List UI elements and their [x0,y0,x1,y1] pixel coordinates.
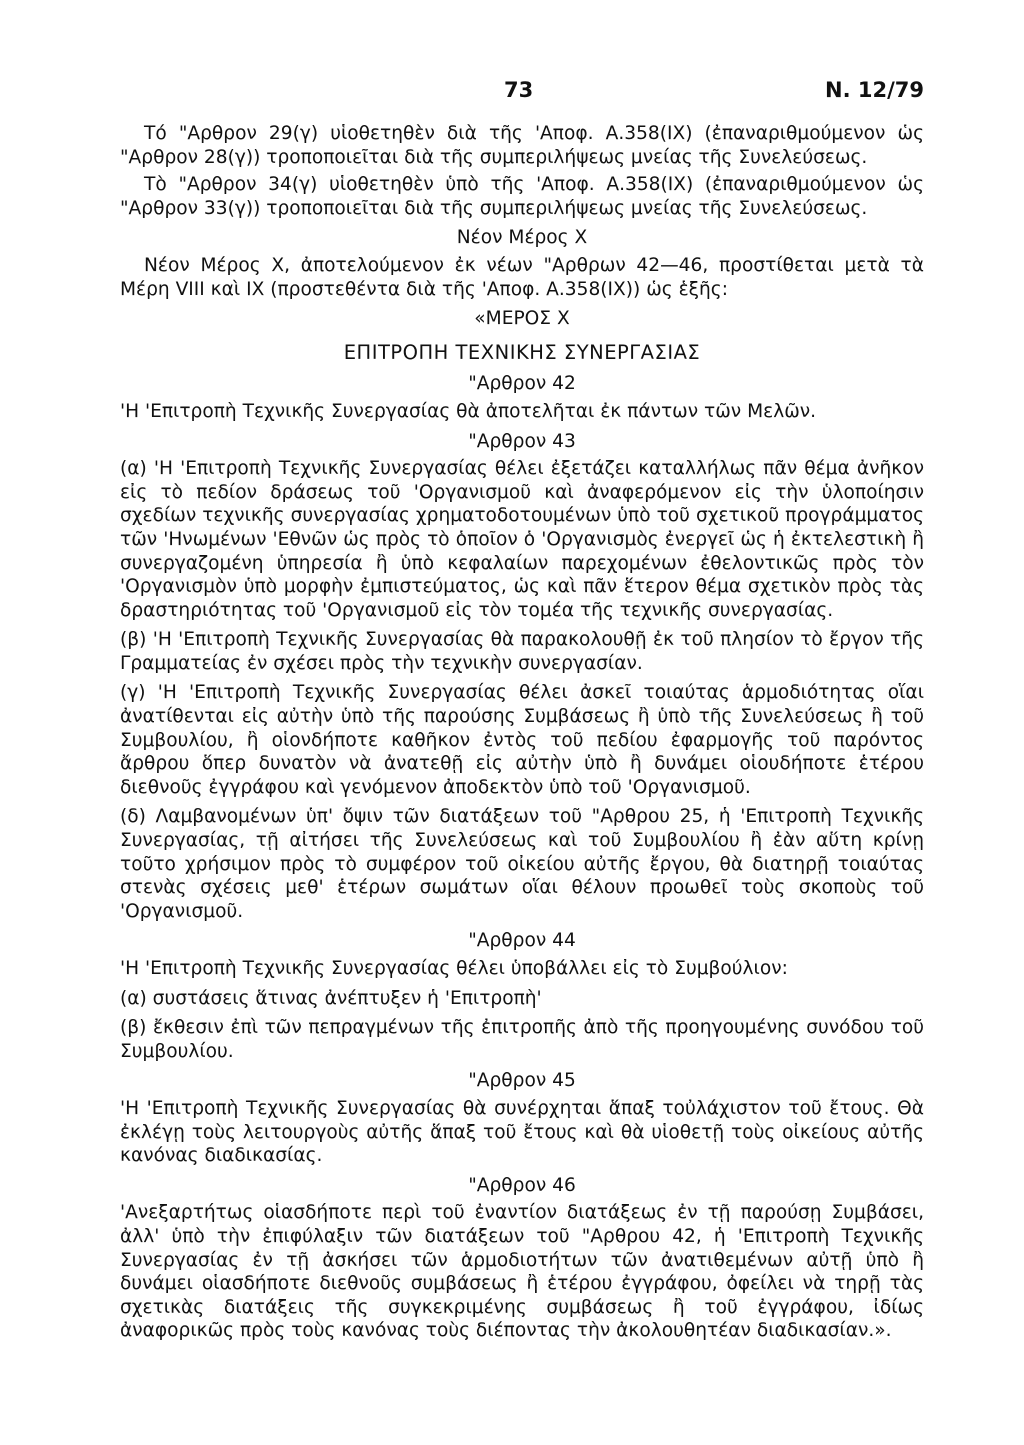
intro-paragraph-2: Τὸ "Αρθρον 34(γ) υἱοθετηθὲν ὑπὸ τῆς 'Αποφ. Α.358(ΙΧ) (ἐπαναριθμούμενον ὡς "Αρθρον 33(γ)) τροποποιεῖται διὰ τῆς συμπεριλήψεως μνείας τῆς Συνελεύσεως. [120,174,924,219]
article-44-para-a: (α) συστάσεις ἅτινας ἀνέπτυξεν ἡ 'Επιτροπὴ' [120,987,542,1009]
article-45-title: "Αρθρον 45 [468,1070,576,1092]
article-43-para-d: (δ) Λαμβανομένων ὑπ' ὄψιν τῶν διατάξεων τοῦ "Αρθρου 25, ἡ 'Επιτροπὴ Τεχνικῆς Συνεργασίας, τῇ αἰτήσει τῆς Συνελεύσεως καὶ τοῦ Συμβουλίου ἢ ἐὰν αὕτη κρίνῃ τοῦτο χρήσιμον πρὸς τὸ συμφέρον τοῦ οἰκείου αὐτῆς ἔργου, θὰ διατηρῇ τοιαύτας στενὰς σχέσεις μεθ' ἑτέρων σωμάτων οἵαι θέλουν προωθεῖ τοὺς σκοποὺς τοῦ 'Οργανισμοῦ. [120,806,924,922]
part-title: «ΜΕΡΟΣ Χ [474,308,570,330]
article-46-title: "Αρθρον 46 [468,1174,576,1196]
new-part-heading: Νέον Μέρος Χ [456,227,588,249]
new-part-text: Νέον Μέρος Χ, ἀποτελούμενον ἐκ νέων "Αρθρων 42—46, προστίθεται μετὰ τὰ Μέρη VIII καὶ ΙΧ (προστεθέντα διὰ τῆς 'Αποφ. Α.358(ΙΧ)) ὡς ἑξῆς: [120,254,924,300]
article-44-text: 'Η 'Επιτροπὴ Τεχνικῆς Συνεργασίας θέλει ὑποβάλλει εἰς τὸ Συμβούλιον: [120,958,788,979]
article-43-para-c: (γ) 'Η 'Επιτροπὴ Τεχνικῆς Συνεργασίας θέλει ἀσκεῖ τοιαύτας ἁρμοδιότητας οἵαι ἀνατίθενται εἰς αὐτὴν ὑπὸ τῆς παρούσης Συμβάσεως ἢ ὑπὸ τῆς Συνελεύσεως ἢ τοῦ Συμβουλίου, ἢ οἱονδήποτε καθῆκον ἐντὸς τοῦ πεδίου ἐφαρμογῆς τοῦ παρόντος ἄρθρου ὅπερ δυνατὸν νὰ ἀνατεθῇ εἰς αὐτὴν ὑπὸ ἢ δυνάμει οἱουδήποτε ἑτέρου διεθνοῦς ἐγγράφου καὶ γενόμενον ἀποδεκτὸν ὑπὸ τοῦ 'Οργανισμοῦ. [120,682,924,798]
article-43-title: "Αρθρον 43 [468,430,576,452]
page-header [120,78,924,122]
article-45-text: 'Η 'Επιτροπὴ Τεχνικῆς Συνεργασίας θὰ συνέρχηται ἅπαξ τοὐλάχιστον τοῦ ἔτους. Θὰ ἐκλέγῃ τοὺς λειτουργοὺς αὐτῆς ἅπαξ τοῦ ἔτους καὶ θὰ υἱοθετῇ τοὺς οἰκείους αὐτῆς κανόνας διαδικασίας. [120,1097,924,1167]
article-43-para-a: (α) 'Η 'Επιτροπὴ Τεχνικῆς Συνεργασίας θέλει ἐξετάζει καταλλήλως πᾶν θέμα ἀνῆκον εἰς τὸ πεδίον δράσεως τοῦ 'Οργανισμοῦ καὶ ἀναφερόμενον εἰς τὴν ὑλοποίησιν σχεδίων τεχνικῆς συνεργασίας χρηματοδοτουμένων ὑπὸ τοῦ σχετικοῦ προγράμματος τῶν 'Ηνωμένων 'Εθνῶν ὡς πρὸς τὸ ὁποῖον ὁ 'Οργανισμὸς ἐνεργεῖ ὡς ἡ ἐκτελεστικὴ ἢ συνεργαζομένη ὑπηρεσία ἢ ὑπὸ κεφαλαίων παρεχομένων ἐθελοντικῶς πρὸς τὸν 'Οργανισμὸν ὑπὸ μορφὴν ἐμπιστεύματος, ὡς καὶ πᾶν ἕτερον θέμα σχετικὸν πρὸς τὰς δραστηριότητας τοῦ 'Οργανισμοῦ εἰς τὸν τομέα τῆς τεχνικῆς συνεργασίας. [120,458,924,621]
article-43-para-b: (β) 'Η 'Επιτροπὴ Τεχνικῆς Συνεργασίας θὰ παρακολουθῇ ἐκ τοῦ πλησίον τὸ ἔργον τῆς Γραμματείας ἐν σχέσει πρὸς τὴν τεχνικὴν συνεργασίαν. [120,629,924,674]
article-42-text: 'Η 'Επιτροπὴ Τεχνικῆς Συνεργασίας θὰ ἀποτελῆται ἐκ πάντων τῶν Μελῶν. [120,400,817,422]
article-44-title: "Αρθρον 44 [468,930,576,952]
intro-paragraph-1: Τό "Αρθρον 29(γ) υἱοθετηθὲν διὰ τῆς 'Αποφ. Α.358(ΙΧ) (ἐπαναριθμούμενον ὡς "Αρθρον 28(γ)) τροποποιεῖται διὰ τῆς συμπεριλήψεως μνείας τῆς Συνελεύσεως. [120,123,924,168]
article-44-para-b: (β) ἔκθεσιν ἐπὶ τῶν πεπραγμένων τῆς ἐπιτροπῆς ἀπὸ τῆς προηγουμένης συνόδου τοῦ Συμβουλίου. [120,1017,924,1062]
article-46-text: 'Ανεξαρτήτως οἱασδήποτε περὶ τοῦ ἐναντίον διατάξεως ἐν τῇ παρούσῃ Συμβάσει, ἀλλ' ὑπὸ τὴν ἐπιφύλαξιν τῶν διατάξεων τοῦ "Αρθρου 42, ἡ 'Επιτροπὴ Τεχνικῆς Συνεργασίας ἐν τῇ ἀσκήσει τῶν ἁρμοδιοτήτων τῶν ἀνατιθεμένων αὐτῇ ὑπὸ ἢ δυνάμει οἱασδήποτε διεθνοῦς συμβάσεως ἢ ἑτέρου ἐγγράφου, ὀφείλει νὰ τηρῇ τὰς σχετικὰς διατάξεις τῆς συγκεκριμένης συμβάσεως ἢ τοῦ ἐγγράφου, ἰδίως ἀναφορικῶς πρὸς τοὺς κανόνας τοὺς διέποντας τὴν ἀκολουθητέαν διαδικασίαν.». [120,1202,924,1342]
part-subtitle: ΕΠΙΤΡΟΠΗ ΤΕΧΝΙΚΗΣ ΣΥΝΕΡΓΑΣΙΑΣ [343,340,701,364]
page-number: 73 [504,78,534,102]
law-number: Ν. 12/79 [825,78,924,102]
article-42-title: "Αρθρον 42 [468,373,576,395]
